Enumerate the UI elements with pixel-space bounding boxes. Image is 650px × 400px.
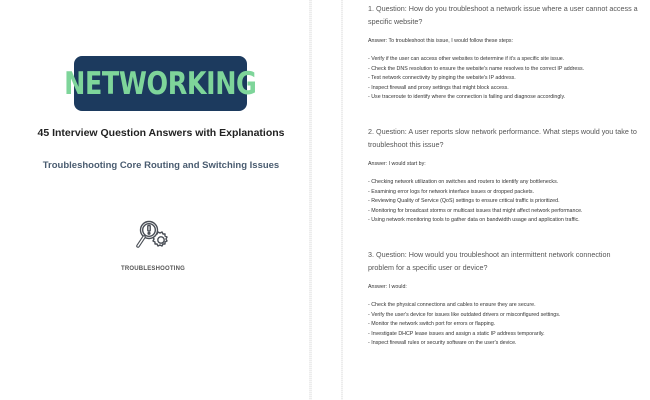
answer-bullets bbox=[368, 301, 638, 349]
bullet-item: - Verify if the user can access other websites to determine if it's a specific site issue. bbox=[368, 56, 565, 62]
badge-text: NETWORKING bbox=[64, 65, 257, 102]
question: 1. Question: How do you troubleshoot a network issue where a user cannot access a specific website? bbox=[368, 4, 638, 26]
networking-badge bbox=[64, 56, 257, 111]
cover-title: 45 Interview Question Answers with Explanations bbox=[37, 127, 285, 139]
bullet-item: - Using network monitoring tools to gather data on bandwidth usage and application traffic. bbox=[368, 217, 580, 224]
bullet-item: - Investigate DHCP lease issues and assign a static IP address temporarily. bbox=[368, 330, 545, 337]
bullet-item: - Checking network utilization on switches and routers to identify any bottlenecks. bbox=[368, 178, 559, 185]
answer-lead: Answer: I would start by: bbox=[368, 160, 426, 167]
qa-item-2 bbox=[368, 125, 638, 226]
magnifier-gear-icon bbox=[133, 216, 173, 256]
bullet-item: - Use traceroute to identify where the connection is failing and diagnose accordingly. bbox=[368, 94, 566, 101]
troubleshooting-label: TROUBLESHOOTING bbox=[121, 266, 185, 272]
cover-subtitle: Troubleshooting Core Routing and Switching Issues bbox=[42, 160, 280, 171]
qa-item-1 bbox=[368, 2, 638, 103]
bullet-item: - Test network connectivity by pinging the website's IP address. bbox=[368, 75, 516, 82]
bullet-item: - Examining error logs for network interface issues or dropped packets. bbox=[368, 188, 535, 195]
bullet-item: - Check the DNS resolution to ensure the website's name resolves to the correct IP address. bbox=[368, 65, 585, 72]
bullet-item: - Check the physical connections and cables to ensure they are secure. bbox=[368, 301, 536, 308]
bullet-item: - Monitoring for broadcast storms or multicast issues that might affect network performance. bbox=[368, 207, 583, 214]
bullet-item: - Reviewing Quality of Service (QoS) settings to ensure critical traffic is prioritized. bbox=[368, 198, 560, 205]
question: 3. Question: How would you troubleshoot an intermittent network connection problem for a specific user or device? bbox=[368, 249, 611, 272]
answer-bullets bbox=[368, 55, 638, 103]
page-edge bbox=[309, 0, 312, 400]
qa-list bbox=[368, 2, 638, 371]
bullet-item: - Monitor the network switch port for errors or flapping. bbox=[368, 321, 496, 328]
bullet-item: - Inspect firewall and proxy settings that might block access. bbox=[368, 84, 509, 91]
answer-lead: Answer: I would: bbox=[368, 283, 407, 290]
bullet-item: - Inspect firewall rules or security software on the user's device. bbox=[368, 340, 517, 347]
question: 2. Question: A user reports slow network performance. What steps would you take to troubleshoot this issue? bbox=[368, 126, 637, 149]
qa-item-3 bbox=[368, 248, 638, 349]
answer-bullets bbox=[368, 178, 638, 226]
bullet-item: - Verify the user's device for issues like outdated drivers or misconfigured settings. bbox=[368, 311, 561, 318]
cover-page bbox=[0, 0, 309, 400]
answer-lead: Answer: To troubleshoot this issue, I would follow these steps: bbox=[368, 38, 514, 44]
